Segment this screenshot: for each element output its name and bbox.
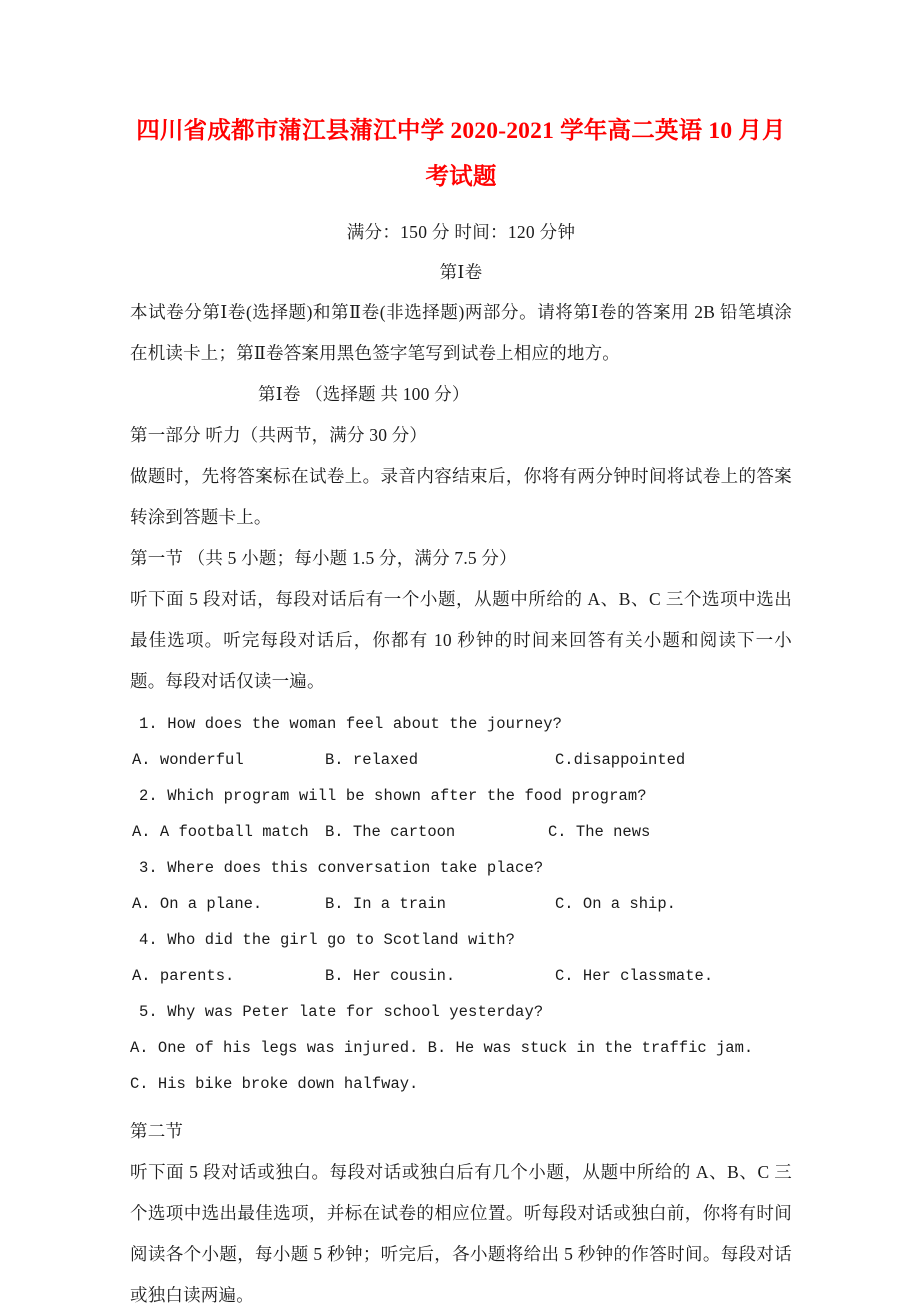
question-text: 3. Where does this conversation take place?	[139, 859, 544, 877]
instruction-paragraph: 本试卷分第Ⅰ卷(选择题)和第Ⅱ卷(非选择题)两部分。请将第Ⅰ卷的答案用 2B 铅笔填涂在机读卡上；第Ⅱ卷答案用黑色签字笔写到试卷上相应的地方。	[130, 302, 792, 363]
page-title: 四川省成都市蒲江县蒲江中学 2020-2021 学年高二英语 10 月月考试题	[136, 118, 786, 190]
question-options	[130, 958, 792, 994]
option-b[interactable]: B. The cartoon	[325, 823, 456, 841]
score-time-line: 满分：150 分 时间：120 分钟	[346, 222, 576, 242]
option-c[interactable]: C.disappointed	[555, 751, 686, 769]
option-c[interactable]: C. The news	[548, 823, 651, 841]
option-a[interactable]: A. parents.	[132, 967, 235, 985]
section-one-heading: 第一节 （共 5 小题；每小题 1.5 分，满分 7.5 分）	[130, 548, 517, 568]
option-b[interactable]: B. In a train	[325, 895, 446, 913]
question-text: 2. Which program will be shown after the food program?	[139, 787, 647, 805]
option-b[interactable]: B. relaxed	[325, 751, 419, 769]
document-content	[130, 0, 792, 1316]
section-one-note: 听下面 5 段对话，每段对话后有一个小题，从题中所给的 A、B、C 三个选项中选出最佳选项。听完每段对话后，你都有 10 秒钟的时间来回答有关小题和阅读下一小题。每段对话仅读一遍。	[130, 589, 792, 691]
paper-label: 第Ⅰ卷	[439, 262, 483, 282]
paper-section-heading: 第Ⅰ卷 （选择题 共 100 分）	[258, 384, 470, 404]
option-a[interactable]: A. On a plane.	[132, 895, 263, 913]
question-text: 4. Who did the girl go to Scotland with?	[139, 931, 516, 949]
option-a[interactable]: A. A football match	[132, 823, 309, 841]
question-options	[130, 814, 792, 850]
section-two-note: 听下面 5 段对话或独白。每段对话或独白后有几个小题，从题中所给的 A、B、C 三个选项中选出最佳选项，并标在试卷的相应位置。听每段对话或独白前，你将有时间阅读各个小题，每小题 5 秒钟；听完后，各小题将给出 5 秒钟的作答时间。每段对话或独白读两遍。	[130, 1162, 792, 1305]
question-options	[130, 886, 792, 922]
option-c[interactable]: C. On a ship.	[555, 895, 676, 913]
option-b[interactable]: B. Her cousin.	[325, 967, 456, 985]
part-one-note: 做题时，先将答案标在试卷上。录音内容结束后，你将有两分钟时间将试卷上的答案转涂到答题卡上。	[130, 466, 792, 527]
option-c[interactable]: C. Her classmate.	[555, 967, 714, 985]
question-text: 1. How does the woman feel about the journey?	[139, 715, 563, 733]
question-options-line-1[interactable]: A. One of his legs was injured. B. He was stuck in the traffic jam.	[130, 1039, 754, 1057]
section-two-heading: 第二节	[130, 1121, 184, 1141]
spacer	[130, 1102, 792, 1111]
part-one-heading: 第一部分 听力（共两节，满分 30 分）	[130, 425, 428, 445]
question-text: 5. Why was Peter late for school yesterday?	[139, 1003, 544, 1021]
question-options	[130, 742, 792, 778]
option-a[interactable]: A. wonderful	[132, 751, 244, 769]
question-options-line-2[interactable]: C. His bike broke down halfway.	[130, 1075, 419, 1093]
